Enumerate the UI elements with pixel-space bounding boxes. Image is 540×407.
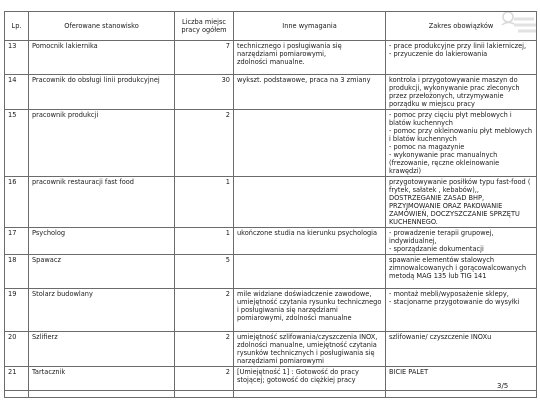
cell-lp: 14 [5,75,29,110]
cell-count: 2 [175,332,234,367]
cell-requirements: technicznego i posługiwania się narzędziami pomiarowymi, zdolności manualne. [234,41,386,75]
cell-position: Szlifierz [29,332,175,367]
cell-duties: kontrola i przygotowywanie maszyn do produkcji, wykonywanie prac zleconych przez przełożonych, utrzymywanie porządku w miejscu pracy [386,75,537,110]
table-row [5,75,537,110]
table-row [5,228,537,255]
cell-empty [5,391,29,398]
cell-position: pracownik restauracji fast food [29,177,175,228]
cell-count: 2 [175,289,234,332]
cell-requirements [234,110,386,177]
cell-duties: - montaż mebli/wyposażenie sklepy, - stacjonarne przygotowanie do wysyłki [386,289,537,332]
table-row [5,255,537,289]
table-row-empty [5,391,537,398]
table-row [5,177,537,228]
cell-lp: 19 [5,289,29,332]
table-row [5,110,537,177]
cell-count: 30 [175,75,234,110]
cell-position: Pomocnik lakiernika [29,41,175,75]
table-header-row [5,12,537,41]
cell-duties: spawanie elementów stalowych zimnowalcowanych i gorącowalcowanych metodą MAG 135 lub TIG 141 [386,255,537,289]
page-number: 3/5 [497,382,509,390]
table-row [5,289,537,332]
cell-position: Pracownik do obsługi linii produkcyjnej [29,75,175,110]
cell-requirements: ukończone studia na kierunku psychologia [234,228,386,255]
cell-count: 2 [175,110,234,177]
cell-lp: 15 [5,110,29,177]
cell-lp: 16 [5,177,29,228]
cell-position: pracownik produkcji [29,110,175,177]
cell-count: 7 [175,41,234,75]
cell-position: Stolarz budowlany [29,289,175,332]
cell-lp: 20 [5,332,29,367]
table-row [5,367,537,391]
cell-duties: BICIE PALET [386,367,537,391]
cell-position: Spawacz [29,255,175,289]
cell-duties: szlifowanie/ czyszczenie INOXu [386,332,537,367]
cell-requirements [234,177,386,228]
cell-count: 1 [175,228,234,255]
cell-count: 2 [175,367,234,391]
cell-lp: 13 [5,41,29,75]
cell-position: Tartacznik [29,367,175,391]
cell-position: Psycholog [29,228,175,255]
table-row [5,332,537,367]
cell-duties: przygotowywanie posiłków typu fast-food ( frytek, sałatek , kebabów),, DOSTRZEGANIE ZASAD BHP, PRZYJMOWANIE ORAZ PAKOWANIE ZAMÓWIEŃ, DOCZYSZCZANIE SPRZĘTU KUCHENNEGO. [386,177,537,228]
cell-requirements: wykszt. podstawowe, praca na 3 zmiany [234,75,386,110]
cell-lp: 21 [5,367,29,391]
table-row [5,41,537,75]
header-duties: Zakres obowiązków [386,12,537,41]
cell-lp: 18 [5,255,29,289]
cell-duties: - prace produkcyjne przy linii lakierniczej, - przyuczenie do lakierowania [386,41,537,75]
cell-lp: 17 [5,228,29,255]
header-position: Oferowane stanowisko [29,12,175,41]
cell-empty [175,391,234,398]
cell-count: 5 [175,255,234,289]
cell-requirements: umiejętność szlifowania/czyszczenia INOX, zdolności manualne, umiejętność czytania rysunków technicznych i posługiwania się narzędziami pomiarowymi [234,332,386,367]
cell-count: 1 [175,177,234,228]
header-requirements: Inne wymagania [234,12,386,41]
cell-duties: - pomoc przy cięciu płyt meblowych i blatów kuchennych - pomoc przy okleinowaniu płyt meblowych i blatów kuchennych - pomoc na magazynie - wykonywanie prac manualnych (frezowanie, ręczne okleinowanie krawędzi) [386,110,537,177]
header-lp: Lp. [5,12,29,41]
cell-empty [29,391,175,398]
job-offers-table [4,11,537,398]
header-count: Liczba miejsc pracy ogółem [175,12,234,41]
cell-requirements [234,255,386,289]
cell-empty [234,391,386,398]
cell-requirements: mile widziane doświadczenie zawodowe, umiejętność czytania rysunku technicznego i posługiwania się narzędziami pomiarowymi, zdolności manualne [234,289,386,332]
cell-duties: - prowadzenie terapii grupowej, indywidualnej, - sporządzanie dokumentacji [386,228,537,255]
cell-empty [386,391,537,398]
cell-requirements: [Umiejętność 1] : Gotowość do pracy stojącej; gotowość do ciężkiej pracy [234,367,386,391]
